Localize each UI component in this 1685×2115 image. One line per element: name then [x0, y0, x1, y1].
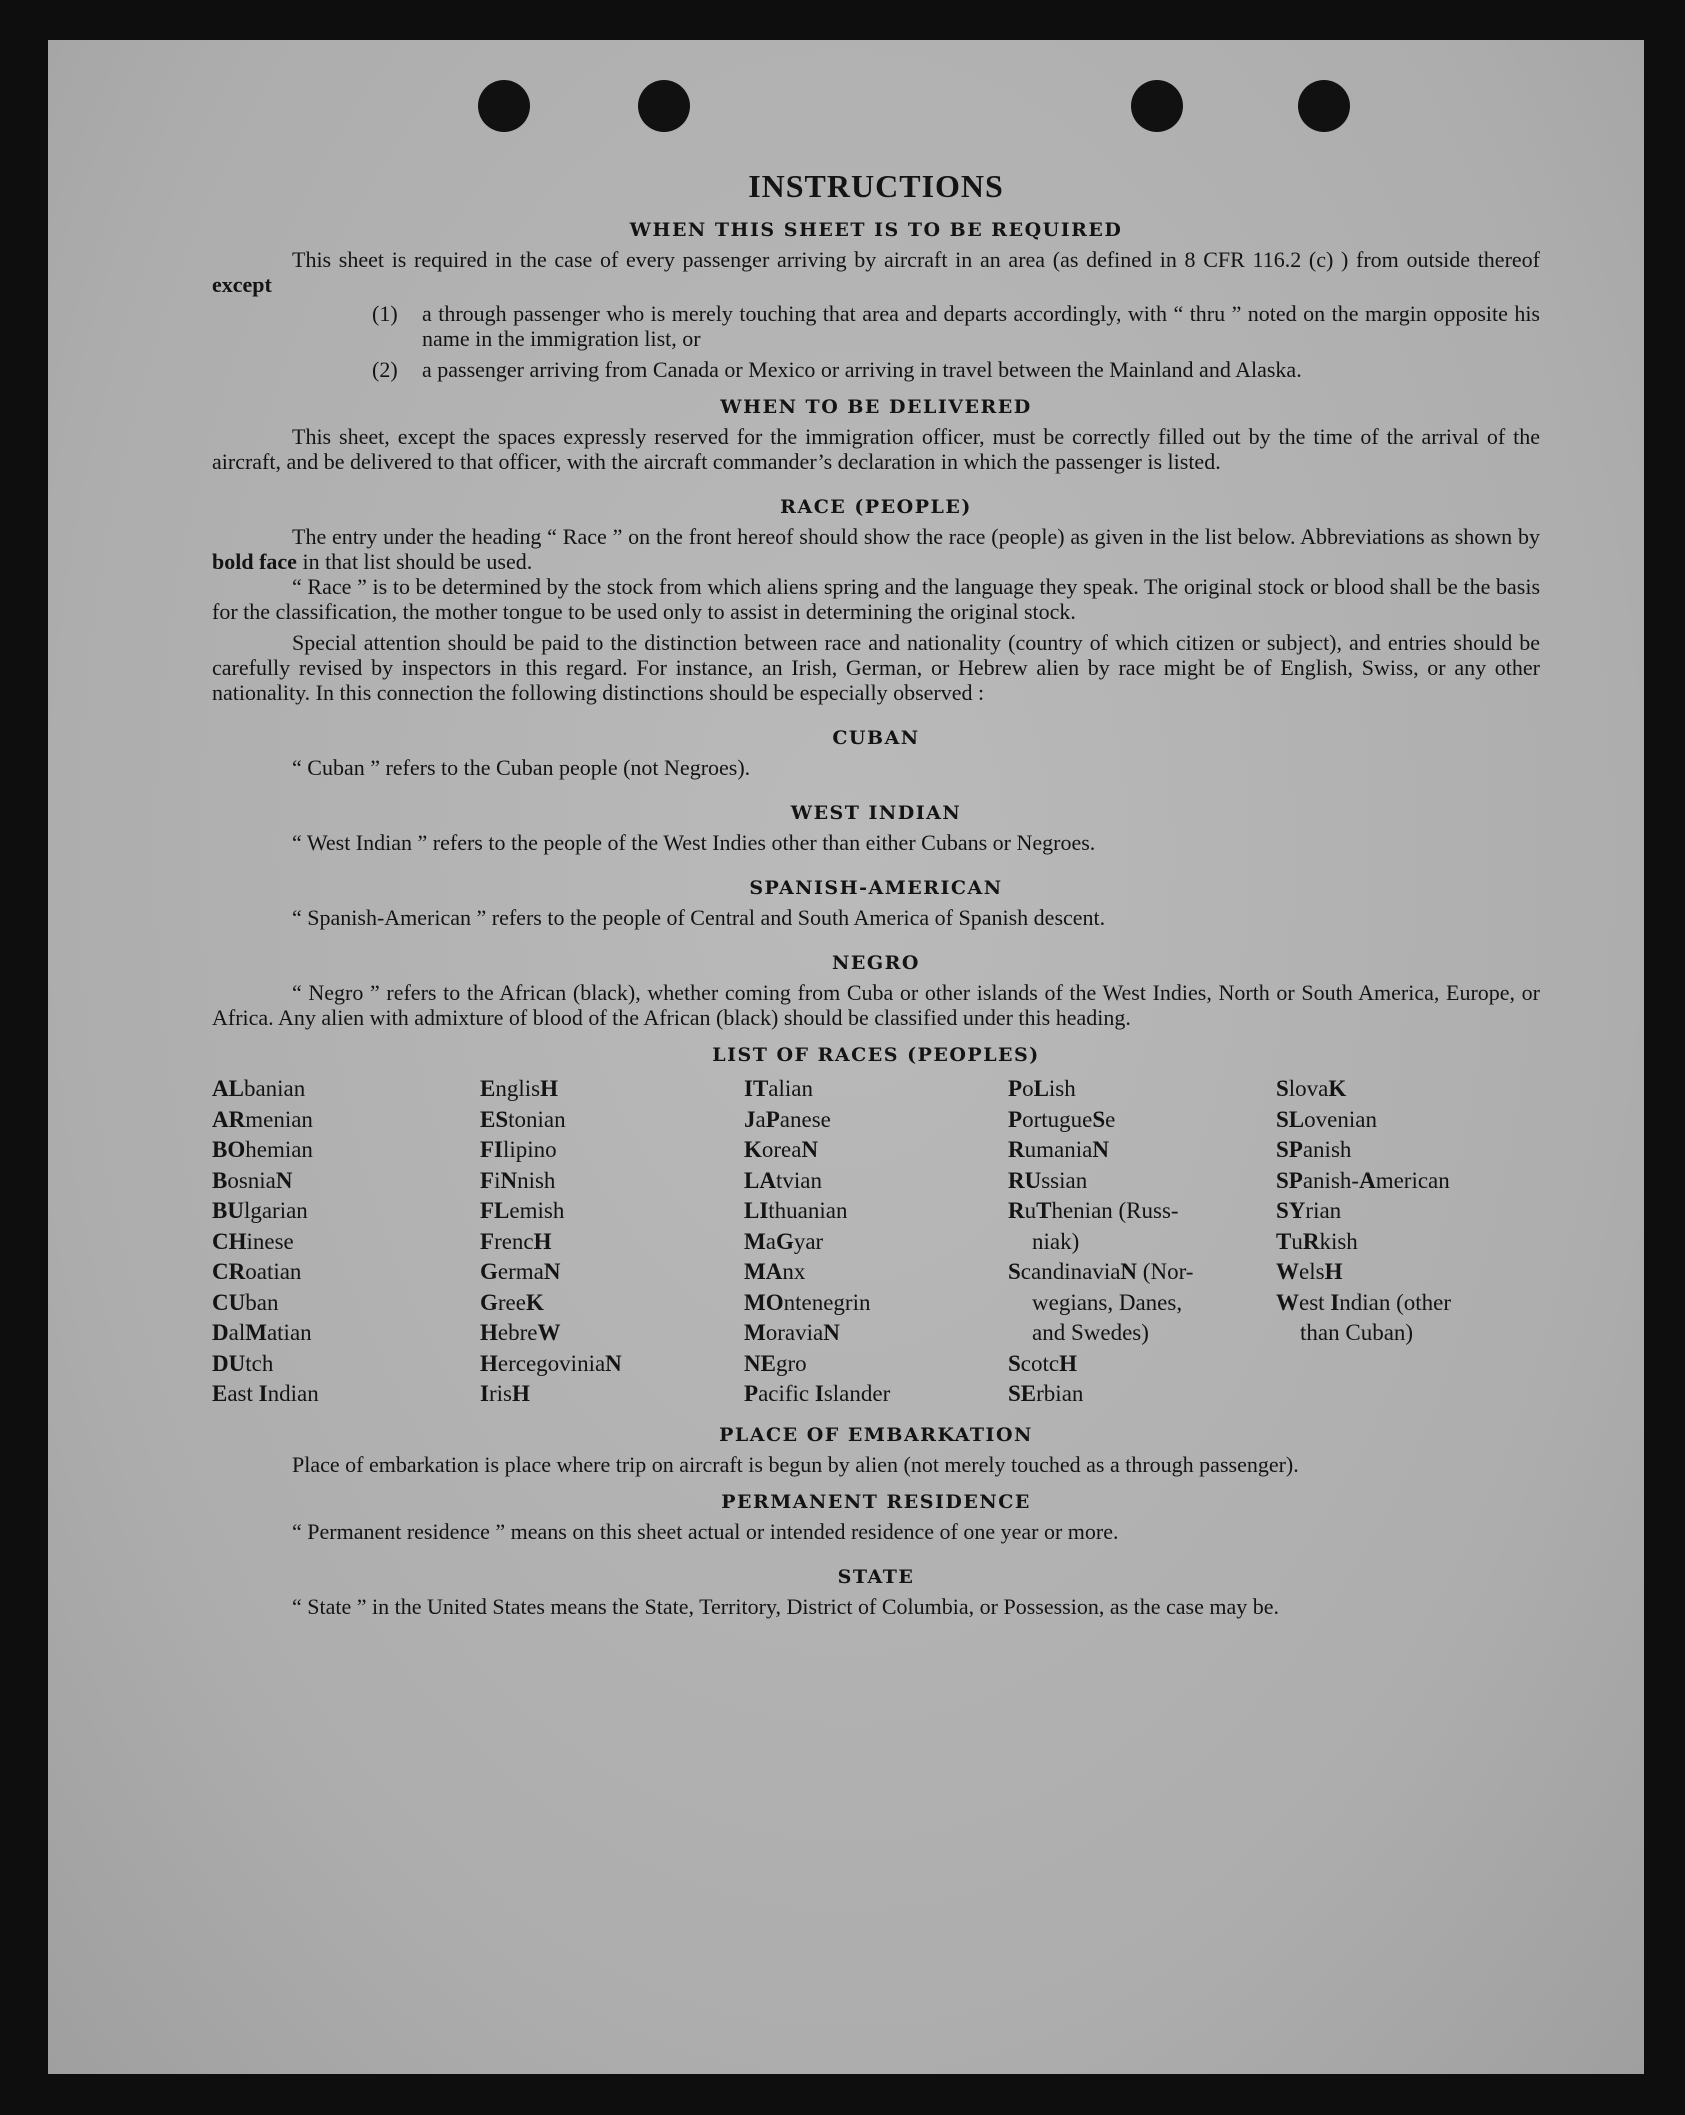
race-entry: and Swedes) — [1032, 1320, 1149, 1345]
race-entry: RUssian — [1008, 1167, 1088, 1193]
race-entry: DUtch — [212, 1350, 274, 1376]
race-entry: EnglisH — [480, 1076, 558, 1101]
heading-negro: NEGRO — [832, 952, 920, 974]
punch-hole — [478, 80, 530, 132]
race-entry: FLemish — [480, 1198, 565, 1223]
races-column — [744, 1074, 1008, 1410]
race-entry: WelsH — [1276, 1259, 1343, 1284]
permanent-residence-text: “ Permanent residence ” means on this sheet actual or intended residence of one year or more. — [292, 1518, 1119, 1544]
race-entry: LAtvian — [744, 1167, 822, 1193]
race-entry: SYrian — [1276, 1198, 1342, 1223]
place-of-embarkation-text: Place of embarkation is place where trip on aircraft is begun by alien (not merely touched as a through passenger). — [292, 1451, 1299, 1477]
races-column — [480, 1074, 744, 1410]
race-entry: Pacific Islander — [744, 1381, 891, 1406]
race-entry: RuThenian (Russ- — [1008, 1198, 1179, 1223]
races-list — [212, 1074, 1540, 1410]
heading-state: STATE — [837, 1565, 915, 1588]
heading-list-of-races: LIST OF RACES (PEOPLES) — [712, 1044, 1040, 1066]
race-entry: ARmenian — [212, 1106, 313, 1132]
heading-place-of-embarkation: PLACE OF EMBARKATION — [719, 1423, 1033, 1446]
race-entry: BOhemian — [212, 1137, 313, 1162]
race-entry: PortugueSe — [1008, 1106, 1116, 1132]
race-entry: MaGyar — [744, 1228, 824, 1254]
heading-when-delivered: WHEN TO BE DELIVERED — [720, 396, 1032, 418]
instructions-content — [212, 168, 1540, 1619]
race-entry: LIthuanian — [744, 1198, 848, 1223]
races-column — [1008, 1074, 1276, 1410]
race-entry: MAnx — [744, 1259, 806, 1284]
race-entry: MoraviaN — [744, 1320, 840, 1345]
heading-when-required: WHEN THIS SHEET IS TO BE REQUIRED — [629, 219, 1123, 241]
spanish-american-text: “ Spanish-American ” refers to the people of Central and South America of Spanish descent. — [292, 905, 1106, 930]
race-entry: West Indian (other — [1276, 1289, 1452, 1315]
race-entry: CUban — [212, 1289, 279, 1315]
race-entry: DalMatian — [212, 1320, 312, 1345]
heading-spanish-american: SPANISH-AMERICAN — [749, 877, 1003, 899]
heading-west-indian: WEST INDIAN — [790, 802, 962, 824]
page-title: INSTRUCTIONS — [748, 168, 1004, 204]
punch-hole — [1131, 80, 1183, 132]
cuban-text: “ Cuban ” refers to the Cuban people (not Negroes). — [292, 755, 751, 780]
heading-cuban: CUBAN — [832, 727, 920, 749]
race-entry: HebreW — [480, 1320, 561, 1345]
race-entry: SlovaK — [1276, 1076, 1347, 1101]
west-indian-text: “ West Indian ” refers to the people of the West Indies other than either Cubans or Negroes. — [292, 830, 1096, 855]
race-entry: KoreaN — [744, 1137, 819, 1162]
race-entry: PoLish — [1008, 1076, 1076, 1101]
negro-text: “ Negro ” refers to the African (black), whether coming from Cuba or other islands of the West Indies, North or South America, Europe, or Africa. Any alien with admixture of blood of the African (black) should be classified under this heading. — [212, 980, 1540, 1030]
heading-permanent-residence: PERMANENT RESIDENCE — [721, 1490, 1031, 1513]
race-entry: CRoatian — [212, 1259, 302, 1284]
race-entry: MOntenegrin — [744, 1289, 871, 1315]
race-entry: FIlipino — [480, 1137, 557, 1162]
race-entry: IrisH — [480, 1381, 530, 1406]
race-entry: RumaniaN — [1008, 1137, 1109, 1162]
races-column — [212, 1074, 480, 1410]
race-entry: JaPanese — [744, 1106, 831, 1132]
race-entry: SPanish — [1276, 1137, 1352, 1162]
race-entry: SLovenian — [1276, 1106, 1377, 1132]
race-entry: niak) — [1032, 1228, 1080, 1254]
race-paragraph-3: Special attention should be paid to the distinction between race and nationality (country of which citizen or subject), and entries should be carefully revised by inspectors in this regard. For instance, an Irish, German, or Hebrew alien by race might be of English, Swiss, or any other nationality. In this connection the following distinctions should be especially observed : — [212, 630, 1540, 705]
when-required-intro: This sheet is required in the case of every passenger arriving by aircraft in an area (as defined in 8 CFR 116.2 (c) ) from outside thereof except — [212, 247, 1540, 297]
race-entry: SPanish-American — [1276, 1167, 1450, 1193]
punch-hole — [638, 80, 690, 132]
race-entry: FrencH — [480, 1228, 552, 1254]
race-entry: BUlgarian — [212, 1198, 308, 1223]
race-entry: ITalian — [744, 1076, 813, 1101]
punch-hole — [1298, 80, 1350, 132]
race-entry: HercegoviniaN — [480, 1350, 622, 1376]
race-entry: East Indian — [212, 1381, 319, 1406]
race-entry: ScandinaviaN (Nor- — [1008, 1259, 1194, 1284]
list-item: (1) a through passenger who is merely touching that area and departs accordingly, with “ thru ” noted on the margin opposite his name in the immigration list, or — [372, 301, 1540, 351]
race-entry: FiNnish — [480, 1167, 556, 1193]
state-text: “ State ” in the United States means the State, Territory, District of Columbia, or Possession, as the case may be. — [292, 1593, 1280, 1619]
document-sheet — [48, 40, 1644, 2074]
race-paragraph-2: “ Race ” is to be determined by the stock from which aliens spring and the language they speak. The original stock or blood shall be the basis for the classification, the mother tongue to be used only to assist in determining the original stock. — [212, 574, 1540, 624]
race-entry: GreeK — [480, 1289, 544, 1315]
race-entry: GermaN — [480, 1259, 561, 1284]
race-entry: BosniaN — [212, 1167, 293, 1193]
race-entry: SErbian — [1008, 1381, 1084, 1406]
heading-race: RACE (PEOPLE) — [780, 496, 972, 518]
race-entry: EStonian — [480, 1106, 566, 1132]
race-entry: TuRkish — [1276, 1228, 1358, 1254]
race-paragraph-1: The entry under the heading “ Race ” on the front hereof should show the race (people) as given in the list below. Abbreviations as shown by bold face in that list should be used. — [212, 524, 1540, 574]
when-delivered-text: This sheet, except the spaces expressly reserved for the immigration officer, must be correctly filled out by the time of the arrival of the aircraft, and be delivered to that officer, with the aircraft commander’s declaration in which the passenger is listed. — [212, 424, 1540, 474]
race-entry: than Cuban) — [1300, 1320, 1414, 1345]
race-entry: NEgro — [744, 1350, 807, 1376]
race-entry: CHinese — [212, 1228, 294, 1254]
race-entry: ALbanian — [212, 1076, 306, 1101]
races-column — [1276, 1074, 1540, 1410]
race-entry: wegians, Danes, — [1032, 1289, 1183, 1315]
list-item: (2) a passenger arriving from Canada or Mexico or arriving in travel between the Mainland and Alaska. — [372, 357, 1302, 382]
race-entry: ScotcH — [1008, 1350, 1077, 1376]
